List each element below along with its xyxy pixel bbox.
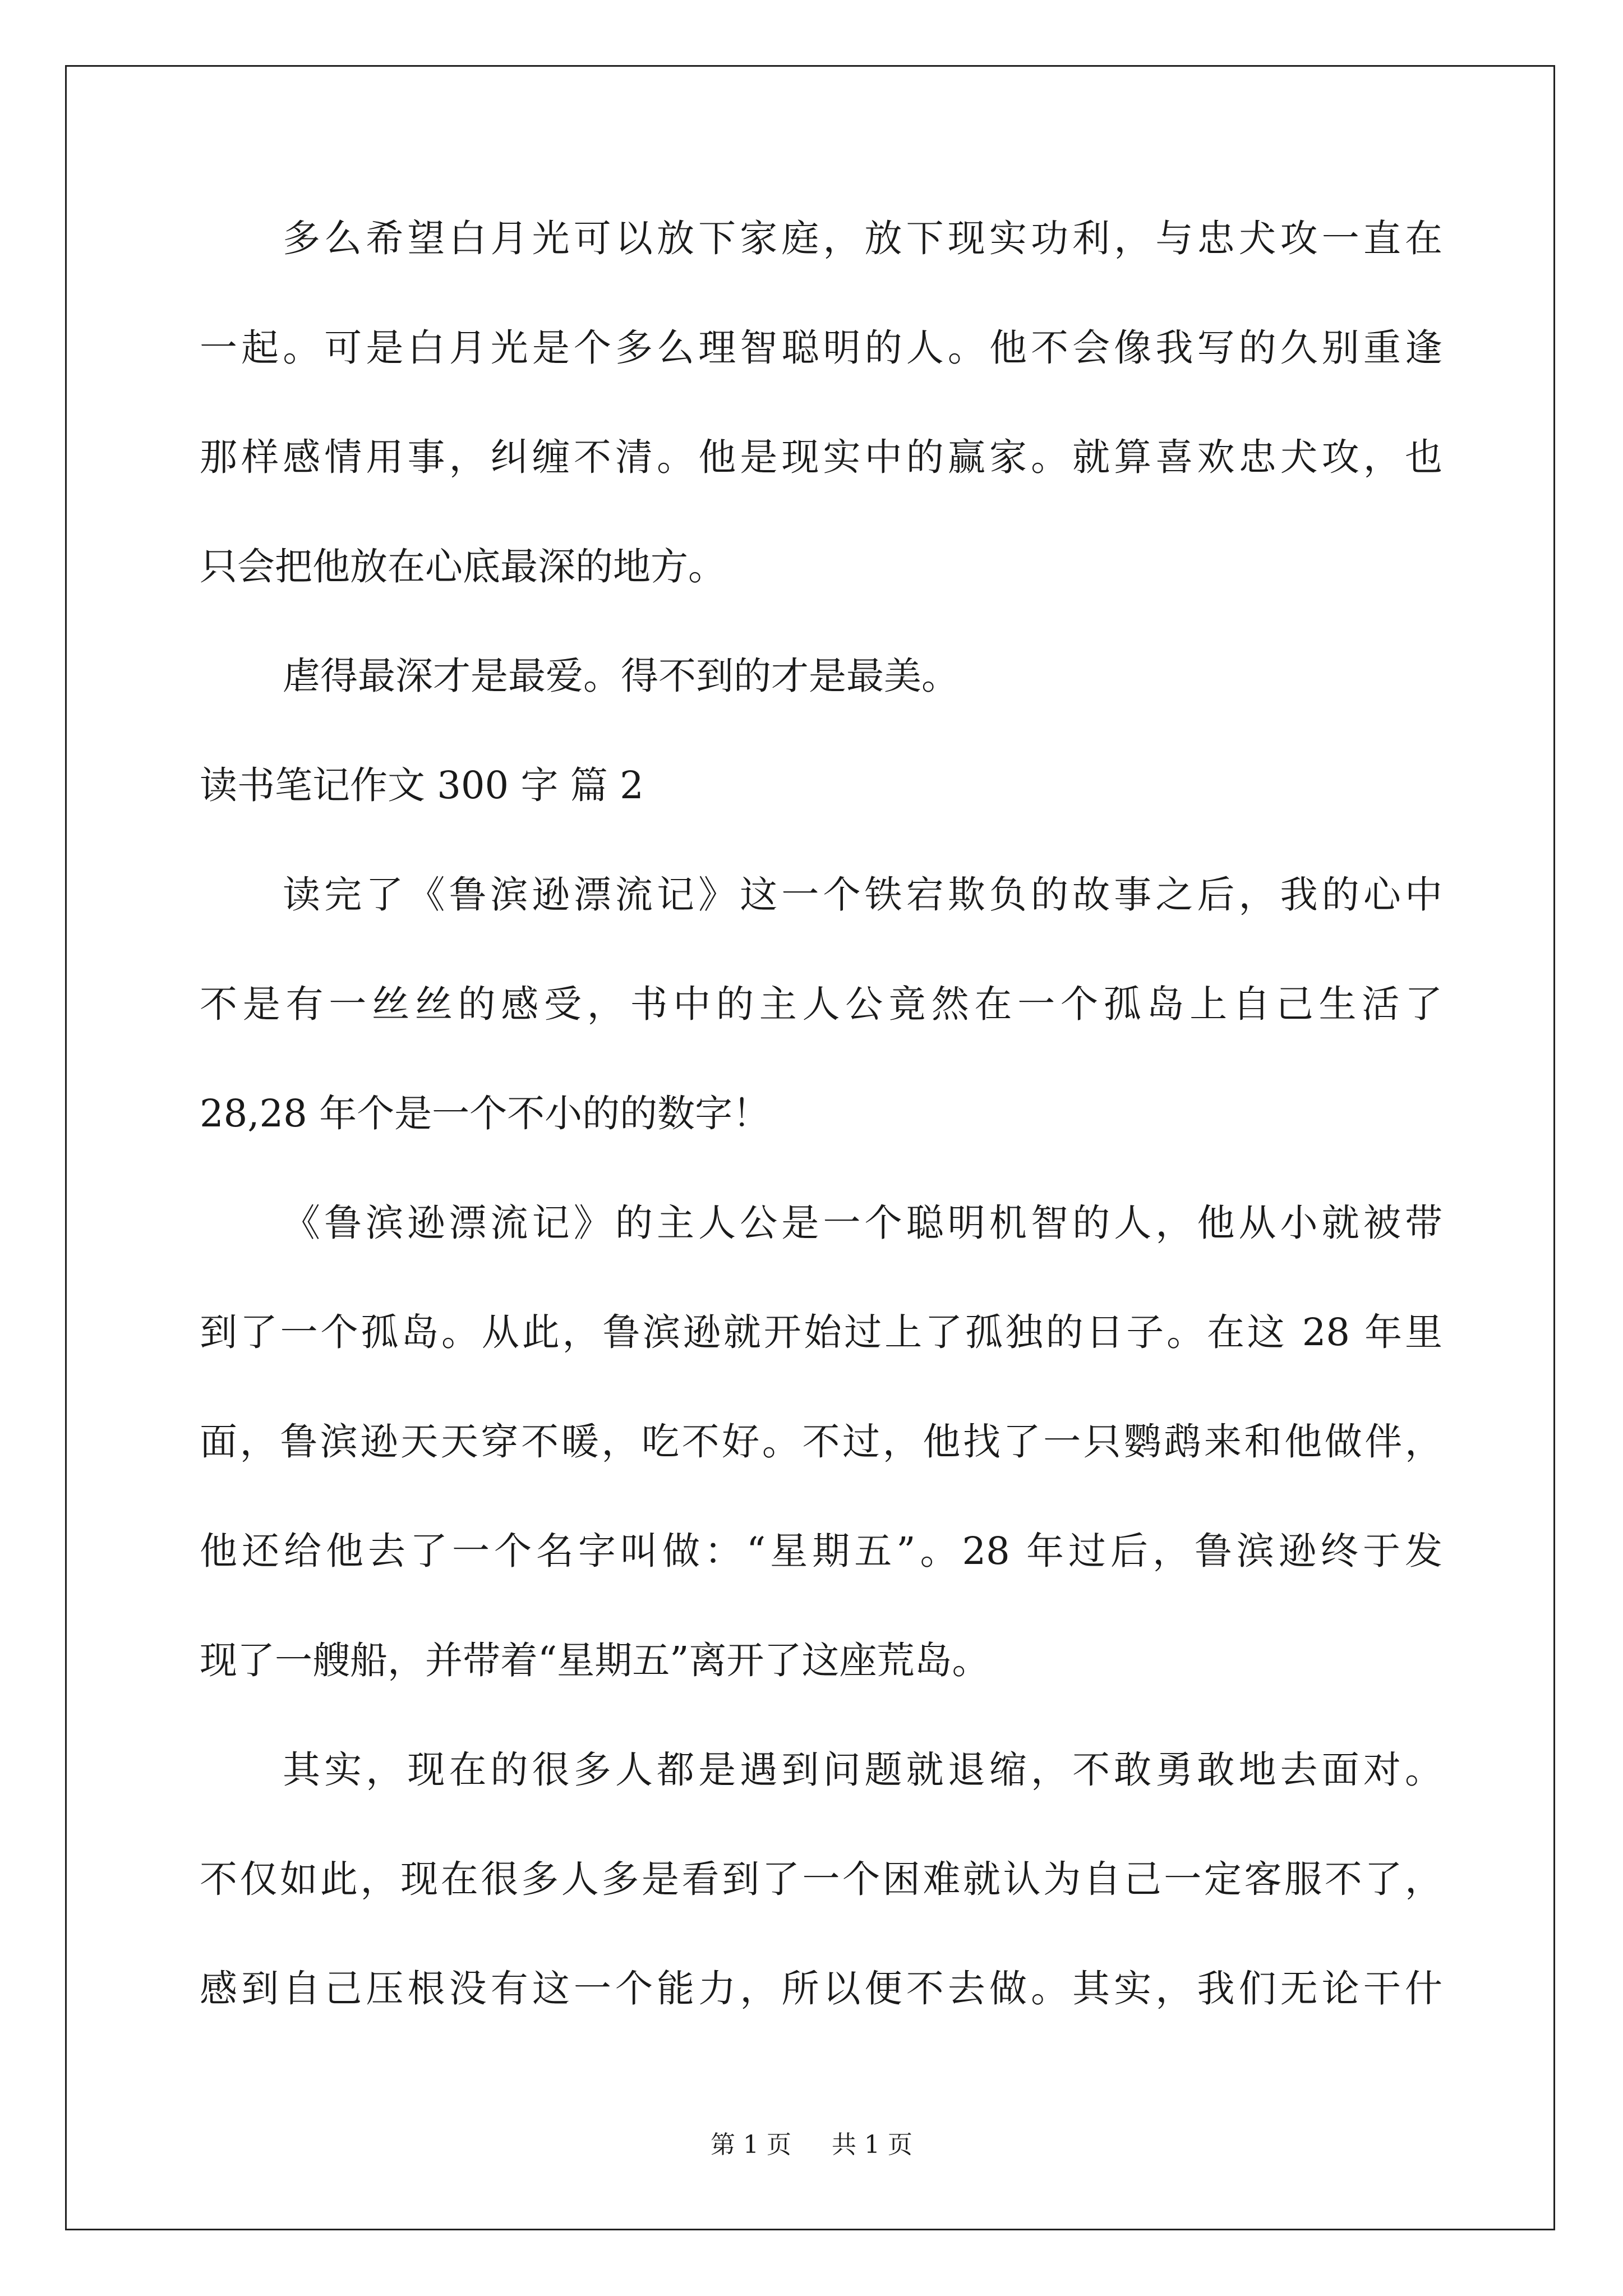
paragraph-3-line-2: 不是有一丝丝的感受，书中的主人公竟然在一个孤岛上自己生活了 — [200, 982, 1442, 1026]
paragraph-4-line-3: 面，鲁滨逊天天穿不暖，吃不好。不过，他找了一只鹦鹉来和他做伴， — [200, 1420, 1442, 1464]
paragraph-1-line-4: 只会把他放在心底最深的地方。 — [200, 545, 726, 588]
paragraph-1-line-1: 多么希望白月光可以放下家庭，放下现实功利，与忠犬攻一直在 — [283, 217, 1442, 260]
paragraph-4-line-4: 他还给他去了一个名字叫做：“星期五”。28 年过后，鲁滨逊终于发 — [200, 1529, 1442, 1573]
paragraph-3-line-1: 读完了《鲁滨逊漂流记》这一个铁宕欺负的故事之后，我的心中 — [283, 873, 1442, 917]
paragraph-1-line-3: 那样感情用事，纠缠不清。他是现实中的赢家。就算喜欢忠犬攻，也 — [200, 435, 1442, 479]
paragraph-5-line-3: 感到自己压根没有这一个能力，所以便不去做。其实，我们无论干什 — [200, 1967, 1442, 2010]
paragraph-4-line-1: 《鲁滨逊漂流记》的主人公是一个聪明机智的人，他从小就被带 — [283, 1201, 1442, 1245]
paragraph-4-line-5: 现了一艘船，并带着“星期五”离开了这座荒岛。 — [200, 1639, 990, 1682]
document-body — [200, 217, 1442, 2010]
page-number: 第 1 页 — [711, 2131, 791, 2159]
paragraph-1-line-2: 一起。可是白月光是个多么理智聪明的人。他不会像我写的久别重逢 — [200, 326, 1442, 370]
paragraph-5-line-1: 其实，现在的很多人都是遇到问题就退缩，不敢勇敢地去面对。 — [283, 1748, 1442, 1792]
paragraph-4-line-2: 到了一个孤岛。从此，鲁滨逊就开始过上了孤独的日子。在这 28 年里 — [200, 1310, 1442, 1354]
paragraph-3-line-3: 28,28 年个是一个不小的的数字！ — [200, 1092, 771, 1135]
page-total: 共 1 页 — [832, 2131, 912, 2159]
page-footer — [0, 2133, 1623, 2157]
section-heading: 读书笔记作文 300 字 篇 2 — [200, 763, 644, 807]
paragraph-5-line-2: 不仅如此，现在很多人多是看到了一个困难就认为自己一定客服不了， — [200, 1857, 1442, 1901]
paragraph-2-line-1: 虐得最深才是最爱。得不到的才是最美。 — [283, 654, 959, 698]
